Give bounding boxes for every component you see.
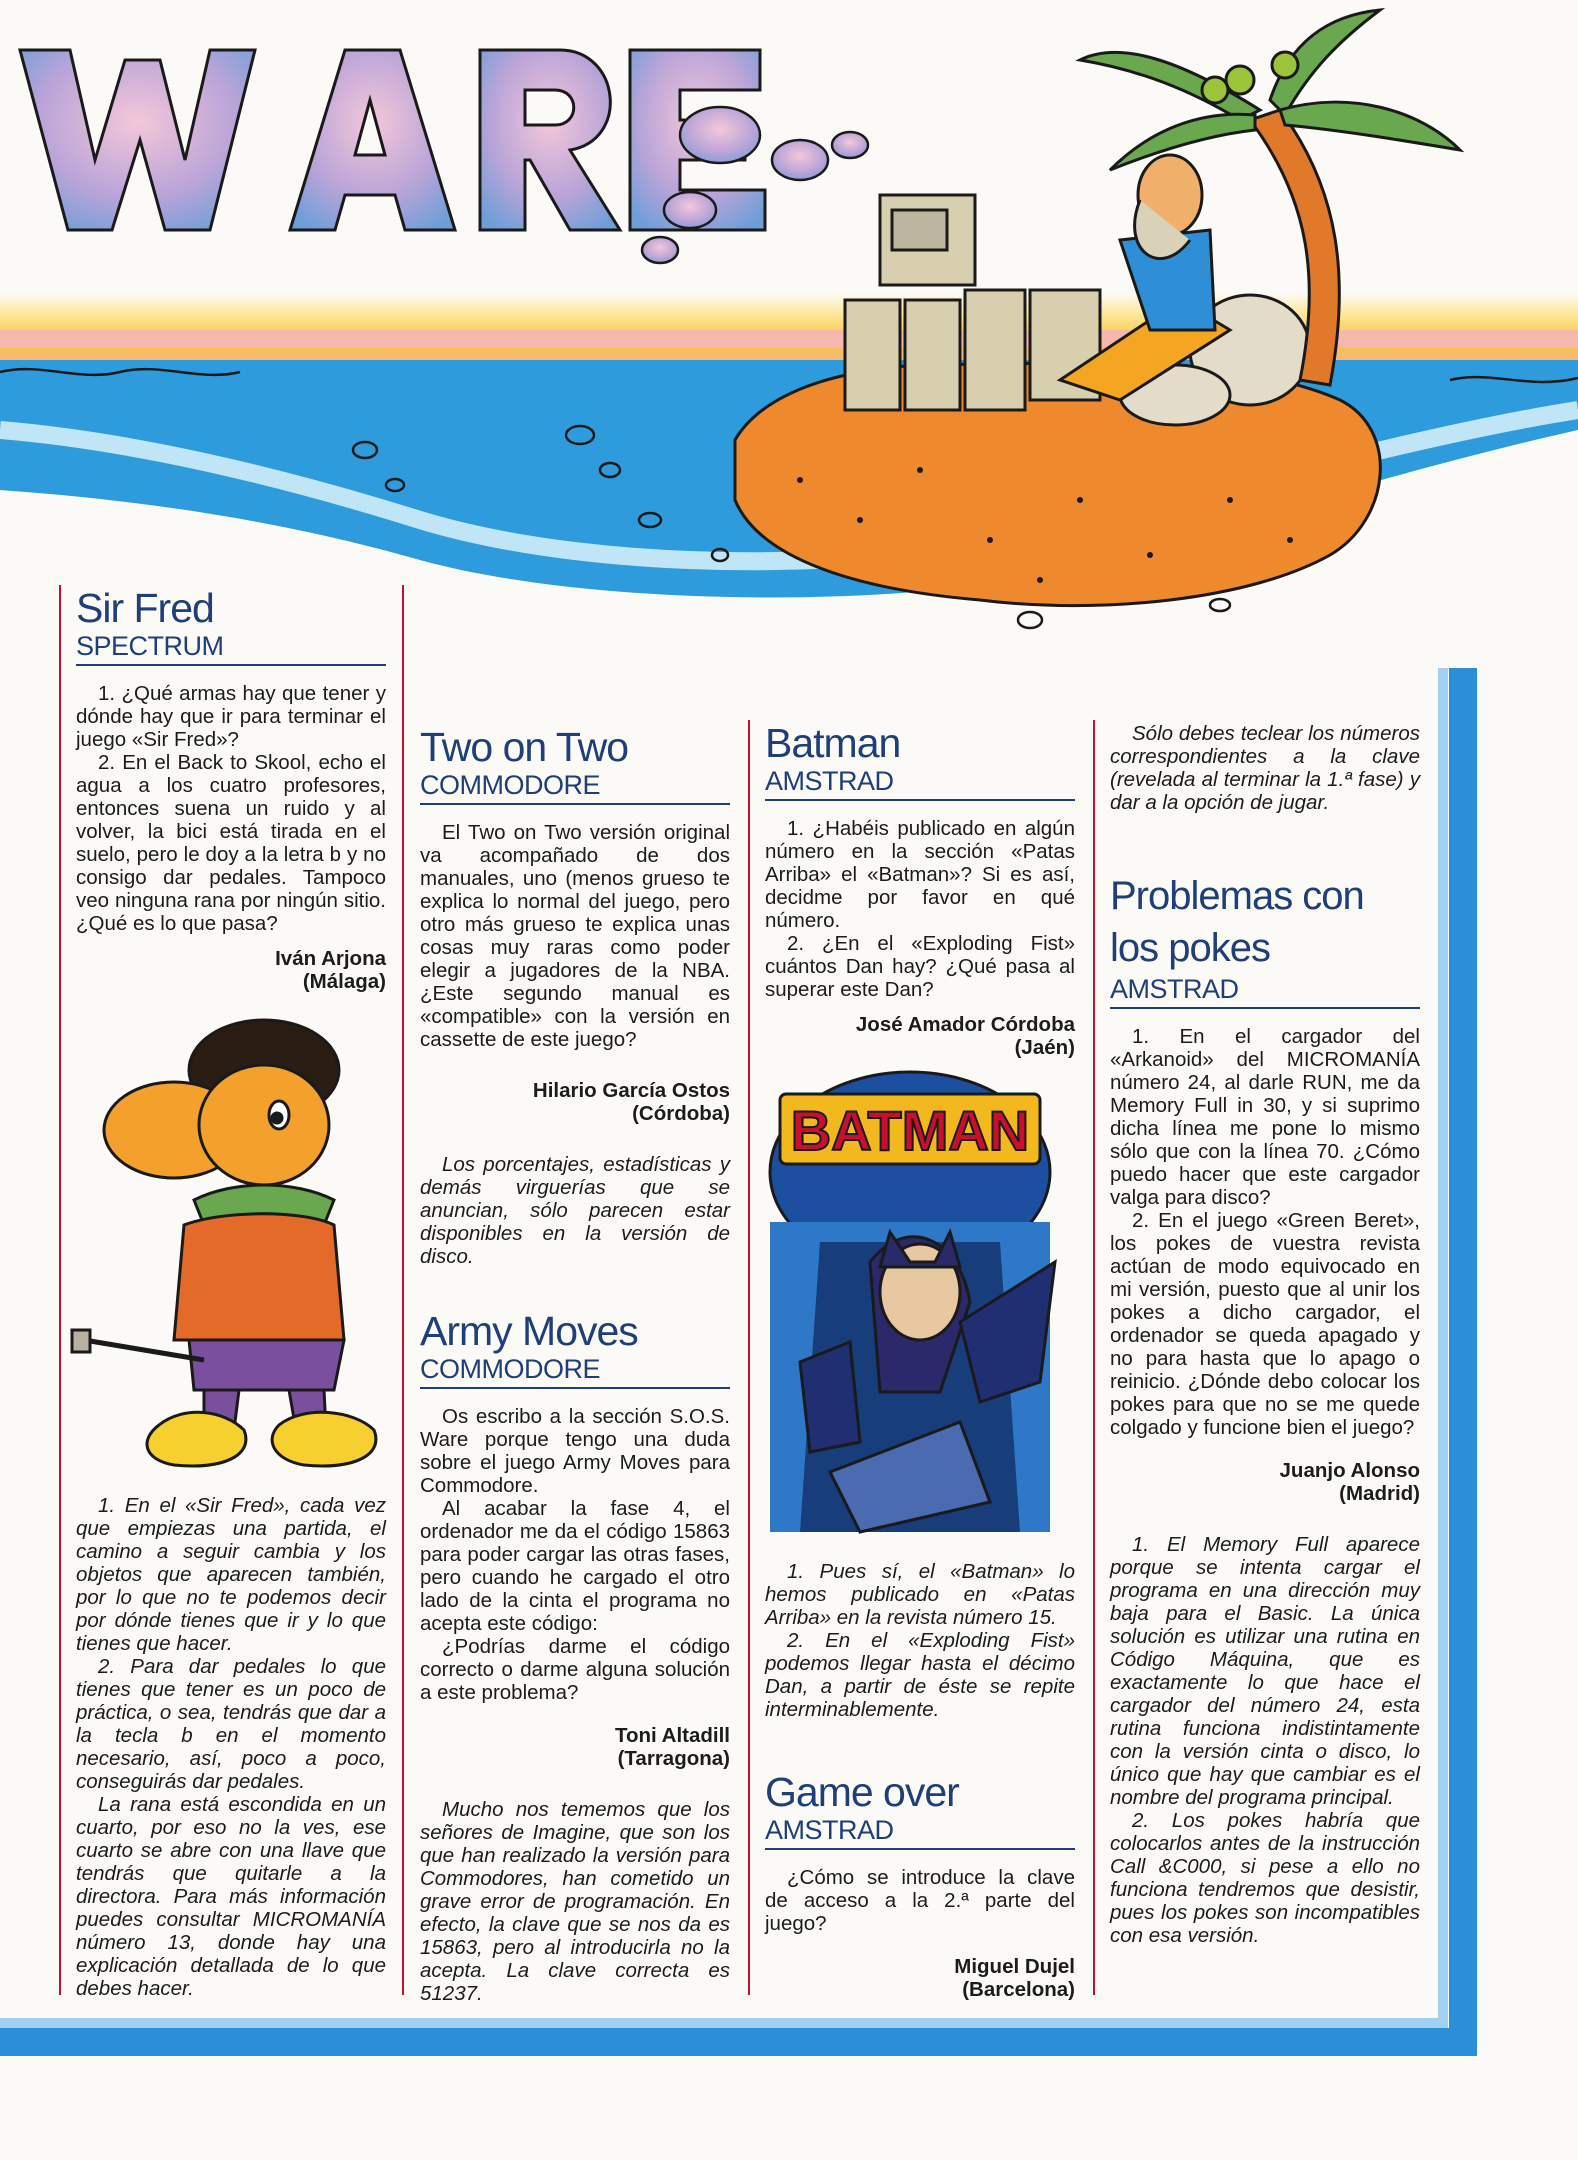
blue-frame-bottom [0,2028,1475,2056]
column-sir-fred-answer [76,1494,386,2000]
article-platform: COMMODORE [420,1354,730,1389]
article-title: Game over [765,1769,959,1815]
signature-name: Hilario García Ostos [532,1079,730,1102]
column-separator [402,585,404,1995]
article-platform: SPECTRUM [76,631,386,666]
question-paragraph: El Two on Two versión original va acompañado de dos manuales, uno (menos grueso te explica lo normal del juego, pero otro más grueso te explica unas cosas muy raras como poder elegir a jugadores de la NBA. ¿Este segundo manual es «compatible» con la versión en cassette de este juego? [420,821,730,1051]
article-platform: AMSTRAD [1110,974,1420,1009]
header-illustration [0,0,1578,660]
answer-paragraph: 2. En el «Exploding Fist» podemos llegar hasta el décimo Dan, a partir de éste se repite interminablemente. [765,1629,1075,1721]
article-platform: AMSTRAD [765,766,1075,801]
signature [76,947,386,993]
sir-fred-illustration [64,1000,394,1475]
signature-place: (Madrid) [1339,1482,1420,1505]
signature [765,1013,1075,1059]
signature [420,1079,730,1125]
article-platform: AMSTRAD [765,1815,1075,1850]
article-title: Problemas con los pokes [1110,874,1364,970]
sky-band [0,230,1578,370]
article-platform: COMMODORE [420,770,730,805]
answer-paragraph: 2. Los pokes habría que colocarlos antes de la instrucción Call &C000, si pese a ello no funciona tendremos que desistir, pues los pokes son incompatibles con esa versión. [1110,1809,1420,1947]
question-paragraph: Al acabar la fase 4, el ordenador me da el código 15863 para poder cargar las otras fases, pero cuando he cargado el otro lado de la cinta el programa no acepta este código: [420,1497,730,1635]
signature-place: (Barcelona) [962,1978,1075,2001]
column-two-on-two [420,724,730,2005]
answer-paragraph: 1. En el «Sir Fred», cada vez que empiezas una partida, el camino a seguir cambia y los objetos que aparecen también, por lo que no te podemos decir por dónde tienes que ir y lo que tienes que hacer. [76,1494,386,1655]
column-separator [1093,720,1095,1995]
column-separator [748,720,750,1995]
question-paragraph: 2. En el juego «Green Beret», los pokes de vuestra revista actúan de modo equivocado en mi versión, puesto que al unir los pokes a dicho cargador, el ordenador se queda apagado y no para hasta que lo apago o reinicio. ¿Dónde debo colocar los pokes para que no se me quede colgado y funcione bien el juego? [1110,1209,1420,1439]
question-paragraph: 2. ¿En el «Exploding Fist» cuántos Dan hay? ¿Qué pasa al superar este Dan? [765,932,1075,1001]
blue-frame-bottom-light [0,2018,1448,2028]
signature-name: Iván Arjona [275,947,386,970]
answer-paragraph: Mucho nos tememos que los señores de Imagine, que son los que han realizado la versión para Commodores, han cometido un grave error de programación. En efecto, la clave que se nos da es 15863, pero al introducirla no la acepta. La clave correcta es 51237. [420,1798,730,2005]
column-batman [765,720,1075,1059]
column-sir-fred [76,585,386,993]
signature [420,1724,730,1770]
answer-paragraph: 2. Para dar pedales lo que tienes que tener es un poco de práctica, o sea, tendrás que dar a la tecla b en el momento necesario, así, poco a poco, conseguirás dar pedales. [76,1655,386,1793]
signature [1110,1459,1420,1505]
signature-place: (Córdoba) [632,1102,730,1125]
answer-paragraph: 1. Pues sí, el «Batman» lo hemos publicado en «Patas Arriba» en la revista número 15. [765,1560,1075,1629]
cover-logo: BATMAN [790,1099,1030,1162]
article-title: Sir Fred [76,585,214,631]
question-paragraph: ¿Cómo se introduce la clave de acceso a la 2.ª parte del juego? [765,1866,1075,1935]
batman-game-cover [760,1062,1060,1540]
blue-frame-right [1449,668,1477,2056]
signature-place: (Málaga) [302,970,386,993]
question-paragraph: 1. En el cargador del «Arkanoid» del MICROMANÍA número 24, al darle RUN, me da Memory Full in 30, y si suprimo dicha línea me pone lo mismo sólo que con la línea 70. ¿Cómo puedo hacer que este cargador valga para disco? [1110,1025,1420,1209]
signature-name: Toni Altadill [614,1724,730,1747]
question-paragraph: ¿Podrías darme el código correcto o darme alguna solución a este problema? [420,1635,730,1704]
intro-paragraph: Sólo debes teclear los números correspondientes a la clave (revelada al terminar la 1.ª fase) y dar a la opción de jugar. [1110,722,1420,814]
cloud-title-letters [20,50,765,230]
horizon-stripe [0,330,1578,348]
signature [765,1955,1075,2001]
question-paragraph: 2. En el Back to Skool, echo el agua a los cuatro profesores, entonces suena un ruido y al volver, la bici está tirada en el suelo, pero le doy a la letra b y no consigo dar pedales. Tampoco veo ninguna rana por ningún sitio. ¿Qué es lo que pasa? [76,751,386,935]
signature-place: (Tarragona) [617,1747,730,1770]
answer-paragraph: La rana está escondida en un cuarto, por eso no la ves, ese cuarto se abre con una llave que tendrás que quitarle a la directora. Para más información puedes consultar MICROMANÍA número 13, donde hay una explicación detallada de lo que debes hacer. [76,1793,386,2000]
signature-place: (Jaén) [1014,1036,1075,1059]
article-title: Two on Two [420,724,629,770]
question-paragraph: 1. ¿Habéis publicado en algún número en la sección «Patas Arriba» el «Batman»? Si es así, decidme por favor en qué número. [765,817,1075,932]
column-separator [59,585,61,1995]
signature-name: José Amador Córdoba [855,1013,1075,1036]
signature-name: Juanjo Alonso [1279,1459,1420,1482]
blue-frame-right-light [1438,668,1448,2056]
column-pokes [1110,722,1420,1947]
answer-paragraph: Los porcentajes, estadísticas y demás virguerías que se anuncian, sólo parecen estar disponibles en la versión de disco. [420,1153,730,1268]
question-paragraph: Os escribo a la sección S.O.S. Ware porque tengo una duda sobre el juego Army Moves para Commodore. [420,1405,730,1497]
signature-name: Miguel Dujel [954,1955,1075,1978]
question-paragraph: 1. ¿Qué armas hay que tener y dónde hay que ir para terminar el juego «Sir Fred»? [76,682,386,751]
column-batman-answer [765,1560,1075,2001]
article-title: Army Moves [420,1308,638,1354]
answer-paragraph: 1. El Memory Full aparece porque se intenta cargar el programa en una dirección muy baja para el Basic. La única solución es utilizar una rutina en Código Máquina, que es exactamente lo que hace el cargador del número 24, esta rutina funciona indistintamente con la versión cinta o disco, lo único que hay que cambiar es el nombre del programa principal. [1110,1533,1420,1809]
article-title: Batman [765,720,901,766]
